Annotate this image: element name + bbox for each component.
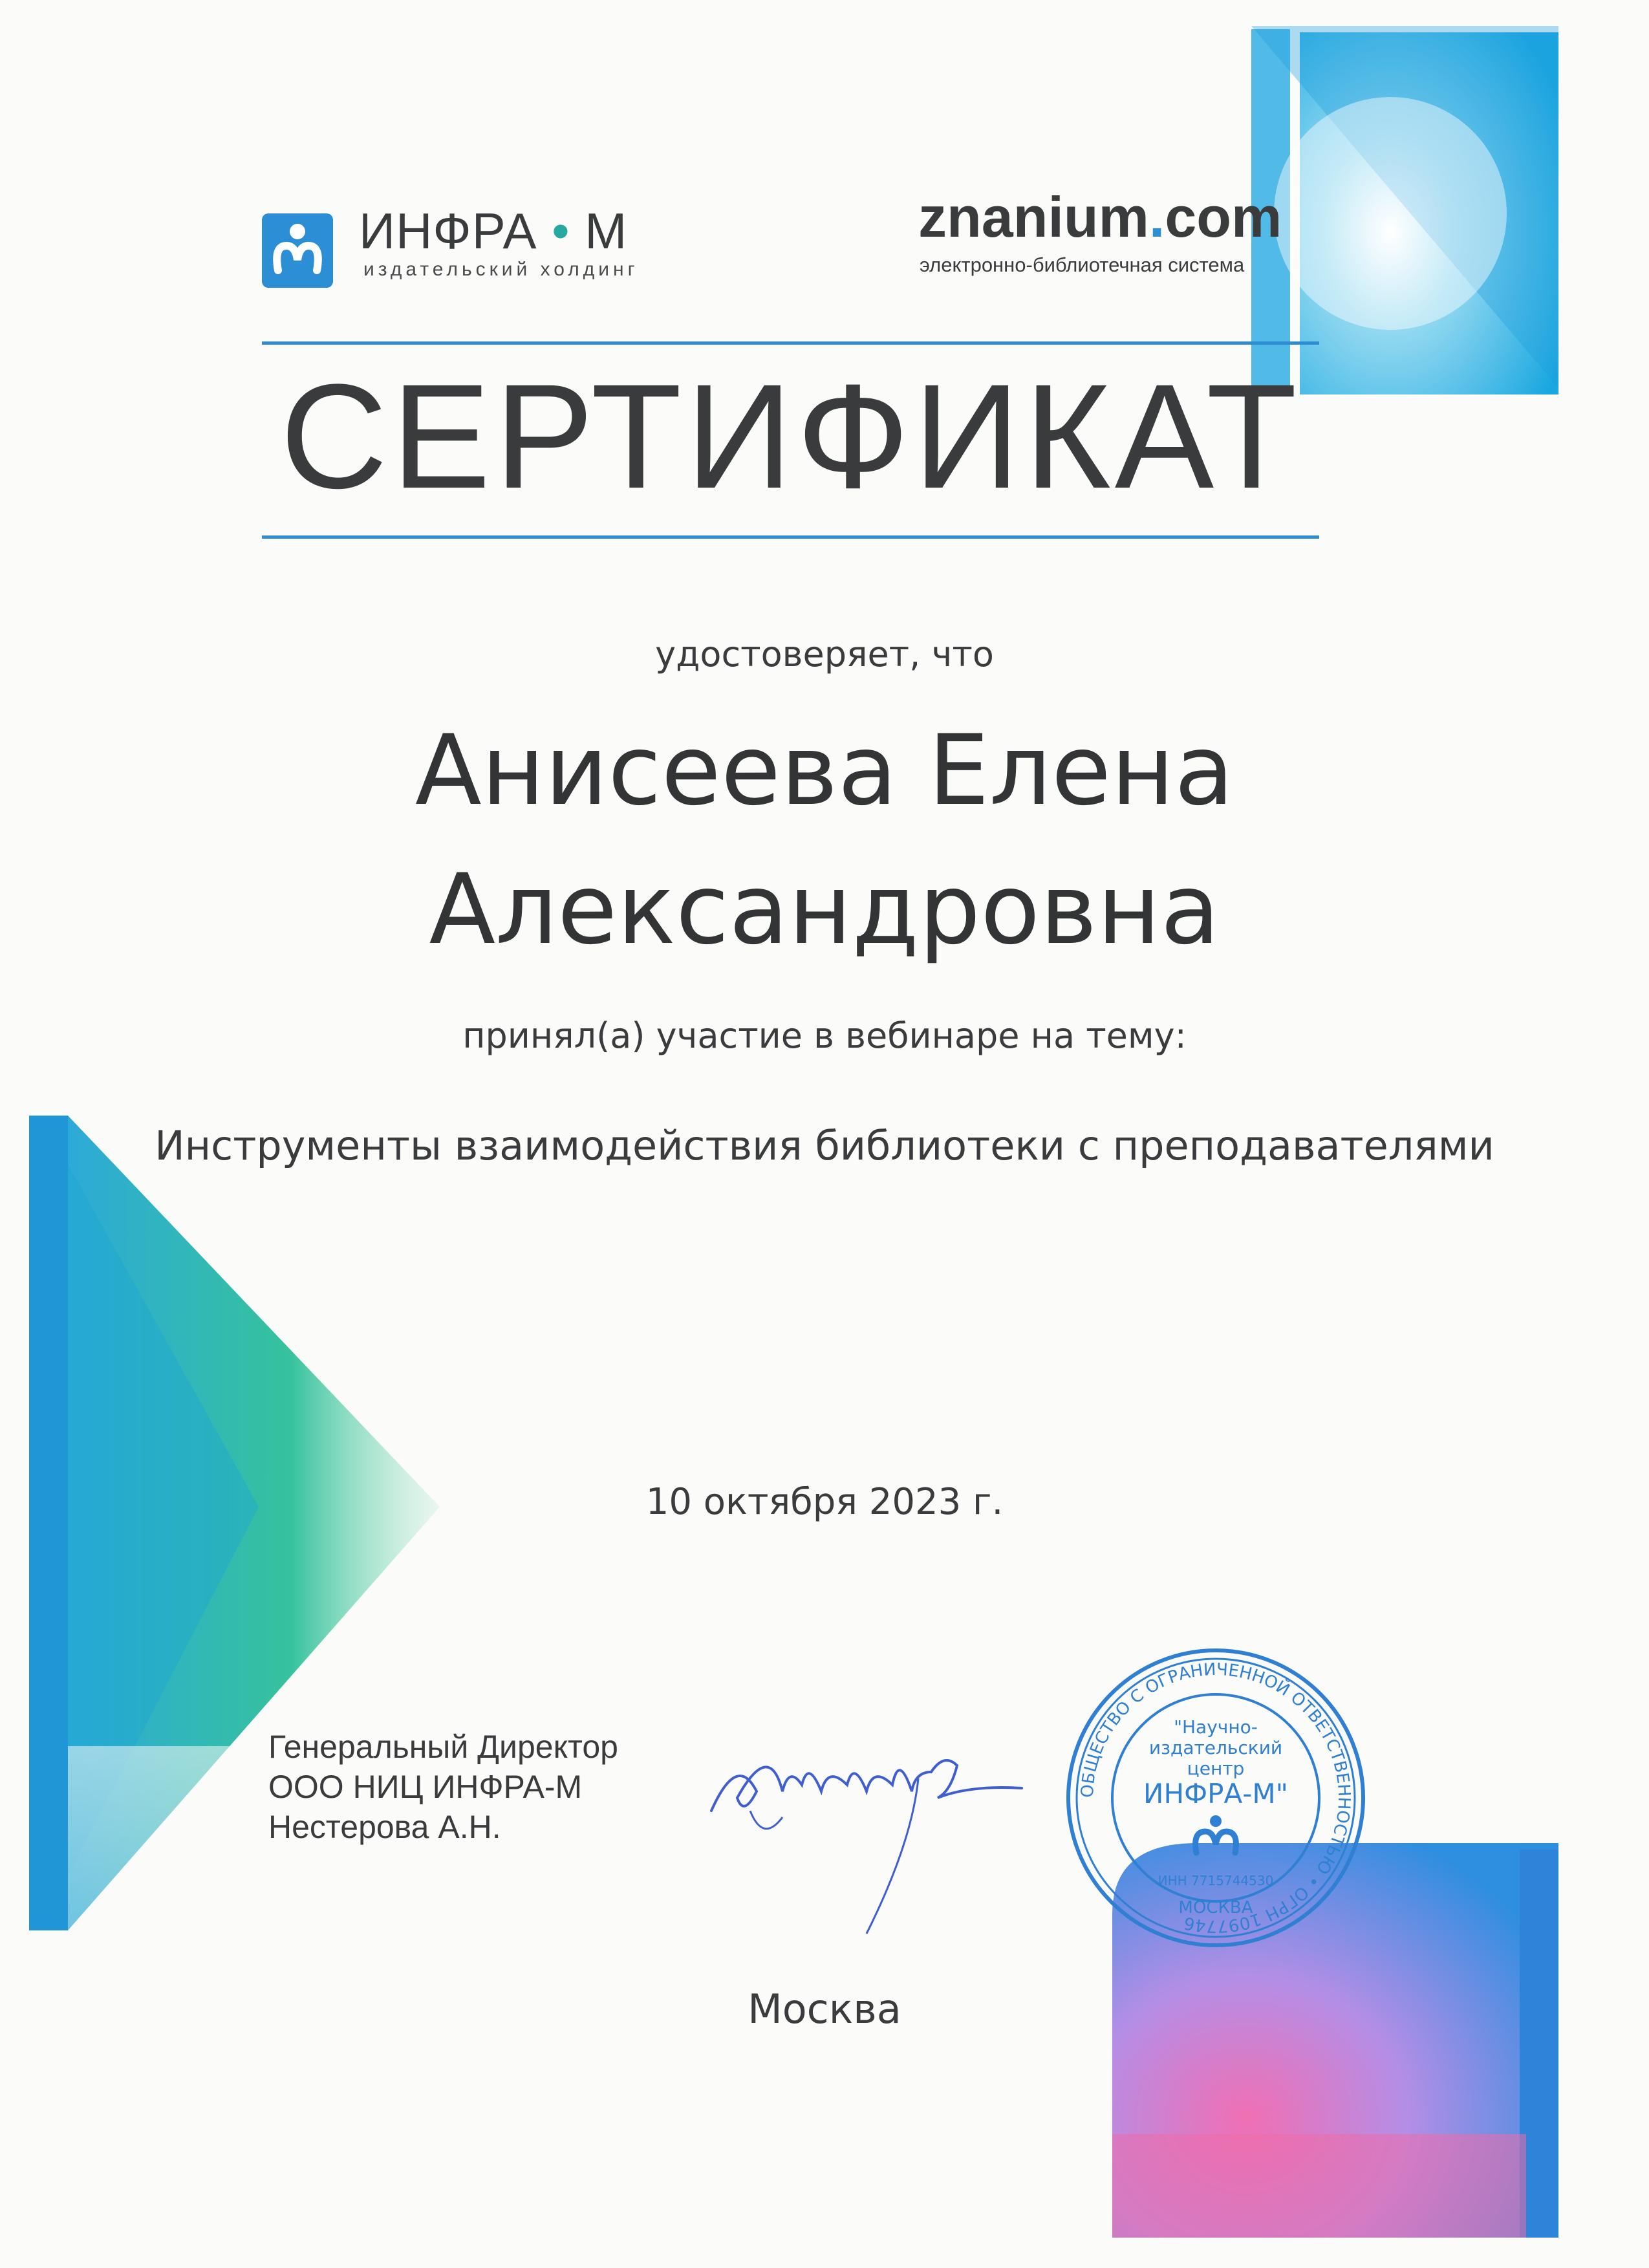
signatory-name: Нестерова А.Н. <box>268 1809 501 1845</box>
webinar-topic: Инструменты взаимодействия библиотеки с преподавателями <box>155 1122 1494 1169</box>
infra-m-logo-text: ИНФРА • М <box>359 202 628 259</box>
znanium-logo-text: znanium.com <box>918 185 1282 249</box>
svg-text:ОБЩЕСТВО С ОГРАНИЧЕННОЙ ОТВЕТС: ОБЩЕСТВО С ОГРАНИЧЕННОЙ ОТВЕТСТВЕННОСТЬЮ • ОГРН 1097746 <box>1077 1659 1354 1936</box>
svg-text:"Научно-: "Научно- <box>1174 1716 1258 1738</box>
recipient-name-line-1: Анисеева Елена <box>415 715 1234 827</box>
signatory-organization: ООО НИЦ ИНФРА-М <box>268 1769 583 1805</box>
participation-text: принял(а) участие в вебинаре на тему: <box>462 1015 1187 1056</box>
infra-m-logo-icon <box>262 213 333 288</box>
signatory-position: Генеральный Директор <box>268 1729 618 1765</box>
certifies-text: удостоверяет, что <box>655 634 994 675</box>
recipient-name-line-2: Александровна <box>429 854 1220 966</box>
infra-m-subtitle: издательский холдинг <box>363 259 639 280</box>
znanium-subtitle: электронно-библиотечная система <box>920 254 1245 276</box>
certificate-date: 10 октября 2023 г. <box>645 1481 1004 1523</box>
signatory-block <box>268 1727 618 1847</box>
title-top-rule <box>262 341 1319 345</box>
certificate-title: СЕРТИФИКАТ <box>280 353 1301 519</box>
svg-text:ИНН 7715744530: ИНН 7715744530 <box>1158 1873 1274 1888</box>
organization-stamp <box>1061 1643 1371 1953</box>
svg-text:центр: центр <box>1187 1758 1245 1779</box>
svg-text:издательский: издательский <box>1148 1737 1283 1758</box>
title-bottom-rule <box>262 535 1319 539</box>
svg-text:МОСКВА: МОСКВА <box>1178 1898 1253 1917</box>
svg-text:ИНФРА-М": ИНФРА-М" <box>1143 1778 1288 1809</box>
handwritten-signature <box>698 1714 1035 1947</box>
city-label: Москва <box>748 1985 901 2033</box>
